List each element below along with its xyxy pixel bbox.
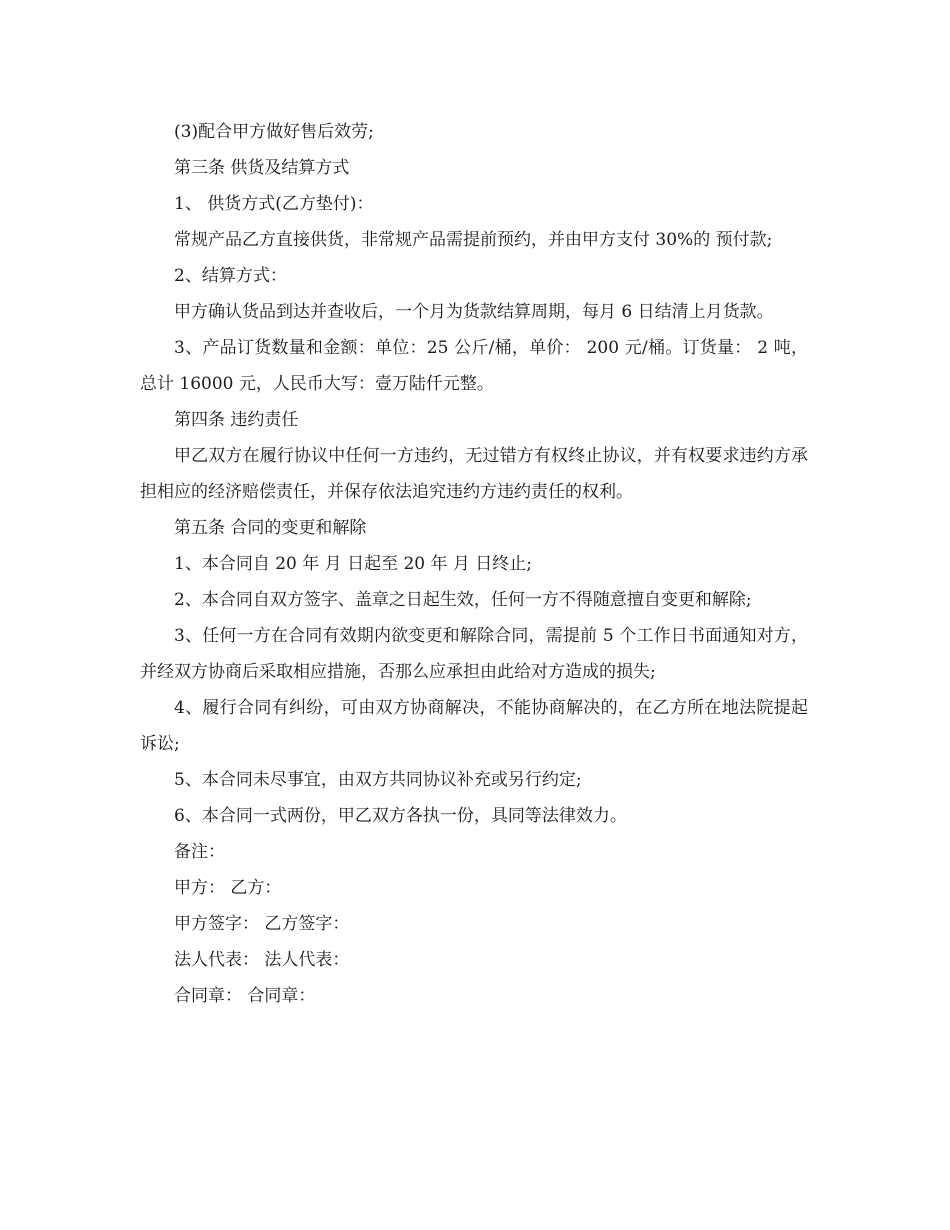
remarks-label: 备注： [174, 842, 225, 862]
article-5-heading: 第五条 合同的变更和解除 [174, 518, 367, 538]
order-quantity-amount-text: 3、产品订货数量和金额：单位：25 公斤/桶，单价： 200 元/桶。订货量： 2 吨， 总计 16000 元，人民币大写：壹万陆仟元整。 [140, 338, 808, 394]
settlement-method-label: 2、结算方式： [174, 266, 287, 286]
dispute-resolution-item: 4、履行合同有纠纷，可由双方协商解决，不能协商解决的，在乙方所在地法院提起诉讼; [140, 698, 808, 754]
contract-term-item: 1、本合同自 20 年 月 日起至 20 年 月 日终止; [174, 554, 533, 574]
article-4-heading: 第四条 违约责任 [174, 410, 299, 430]
parties-signature-line: 甲方： 乙方： [174, 878, 282, 898]
document-body [140, 114, 808, 1014]
breach-liability-text: 甲乙双方在履行协议中任何一方违约，无过错方有权终止协议，并有权要求违约方承担相应的经济赔偿责任，并保存依法追究违约方违约责任的权利。 [140, 446, 808, 502]
contract-change-item: 3、任何一方在合同有效期内欲变更和解除合同，需提前 5 个工作日书面通知对方，并经双方协商后采取相应措施，否那么应承担由此给对方造成的损失; [140, 626, 808, 682]
article-3-heading: 第三条 供货及结算方式 [174, 158, 350, 178]
contract-effective-item: 2、本合同自双方签字、盖章之日起生效，任何一方不得随意擅自变更和解除; [174, 590, 752, 610]
contract-seals-line: 合同章： 合同章： [174, 986, 316, 1006]
copies-item: 6、本合同一式两份，甲乙双方各执一份，具同等法律效力。 [174, 806, 627, 826]
settlement-method-text: 甲方确认货品到达并查收后，一个月为货款结算周期，每月 6 日结清上月货款。 [174, 302, 774, 322]
signatures-line: 甲方签字： 乙方签字： [174, 914, 350, 934]
supply-method-text: 常规产品乙方直接供货，非常规产品需提前预约，并由甲方支付 30%的 预付款; [174, 230, 773, 250]
clause-after-sales-service: (3)配合甲方做好售后效劳; [174, 122, 374, 142]
legal-representatives-line: 法人代表： 法人代表： [174, 950, 350, 970]
supplementary-matters-item: 5、本合同未尽事宜，由双方共同协议补充或另行约定; [174, 770, 582, 790]
supply-method-label: 1、 供货方式(乙方垫付)： [174, 194, 374, 214]
